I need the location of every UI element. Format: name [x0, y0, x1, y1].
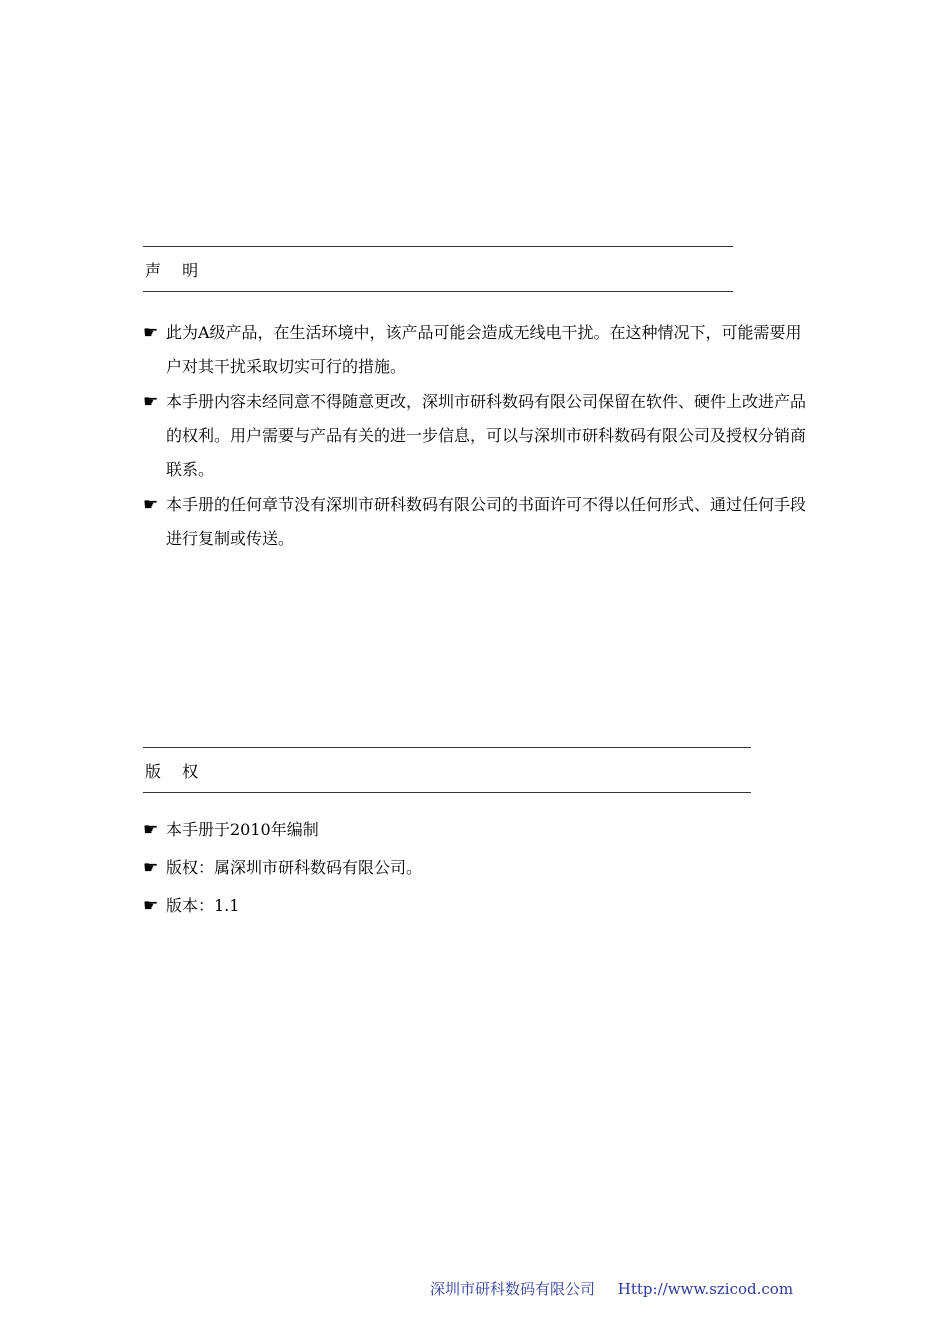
list-item	[143, 889, 751, 923]
copyright-title: 版 权	[145, 761, 207, 781]
copyright-item-text: 版本：1.1	[166, 896, 240, 915]
footer-company: 深圳市研科数码有限公司	[430, 1280, 596, 1298]
pointing-hand-icon: ☛	[143, 323, 159, 343]
pointing-hand-icon: ☛	[143, 858, 159, 878]
statement-section	[143, 246, 808, 557]
list-item	[143, 851, 751, 885]
list-item	[143, 385, 808, 487]
pointing-hand-icon: ☛	[143, 896, 159, 916]
pointing-hand-icon: ☛	[143, 392, 159, 412]
copyright-header	[143, 747, 751, 793]
copyright-section	[143, 747, 751, 927]
statement-header	[143, 246, 733, 292]
page-footer	[430, 1278, 793, 1299]
pointing-hand-icon: ☛	[143, 820, 159, 840]
statement-item-text: 本手册内容未经同意不得随意更改，深圳市研科数码有限公司保留在软件、硬件上改进产品的权利。用户需要与产品有关的进一步信息，可以与深圳市研科数码有限公司及授权分销商联系。	[166, 392, 807, 479]
footer-url-link[interactable]: Http://www.szicod.com	[617, 1280, 794, 1298]
statement-list	[143, 316, 808, 556]
list-item	[143, 488, 808, 556]
copyright-item-text: 版权：属深圳市研科数码有限公司。	[166, 858, 423, 877]
list-item	[143, 316, 808, 384]
statement-title: 声 明	[145, 260, 207, 280]
statement-item-text: 此为A级产品，在生活环境中，该产品可能会造成无线电干扰。在这种情况下，可能需要用户对其干扰采取切实可行的措施。	[166, 323, 802, 376]
pointing-hand-icon: ☛	[143, 495, 159, 515]
copyright-item-text: 本手册于2010年编制	[166, 820, 319, 839]
copyright-list	[143, 813, 751, 923]
list-item	[143, 813, 751, 847]
statement-item-text: 本手册的任何章节没有深圳市研科数码有限公司的书面许可不得以任何形式、通过任何手段进行复制或传送。	[166, 495, 807, 548]
